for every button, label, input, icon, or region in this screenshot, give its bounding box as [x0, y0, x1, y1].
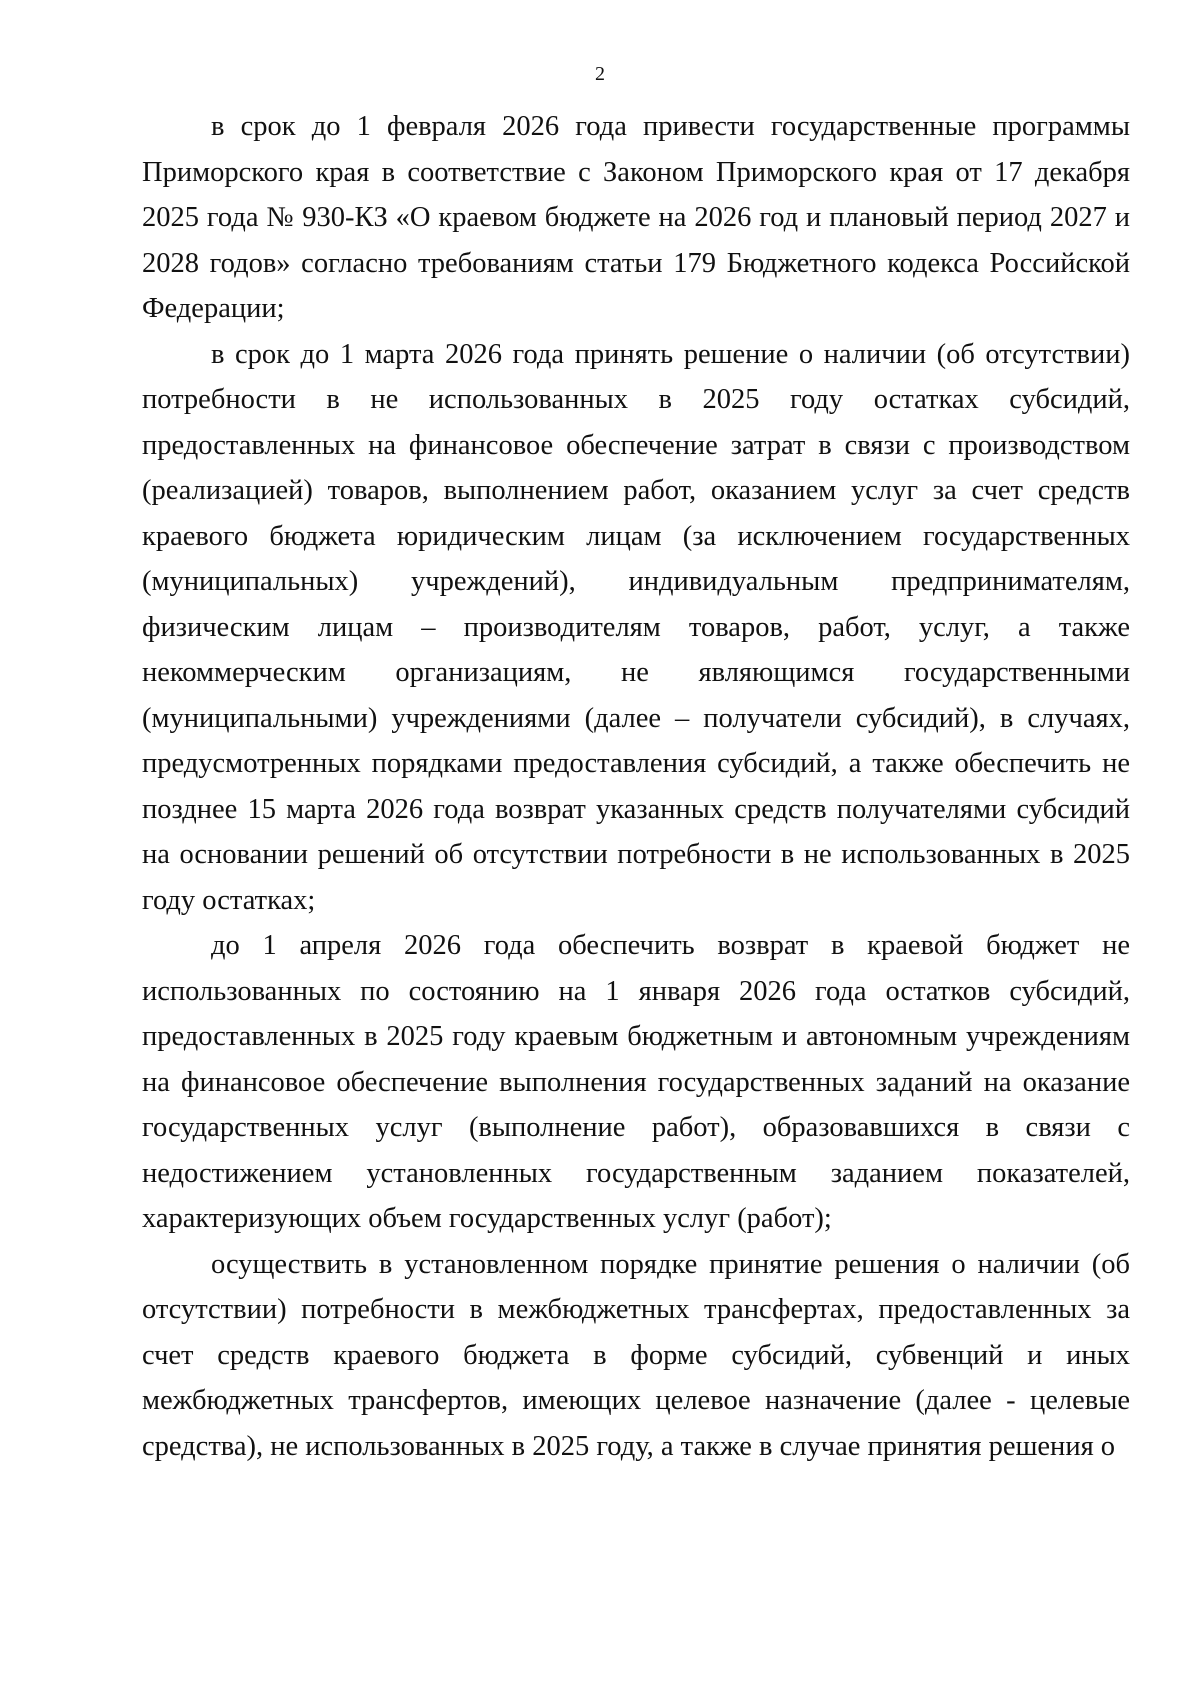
paragraph-subsidy-balances: в срок до 1 марта 2026 года принять решение о наличии (об отсутствии) потребности в не использованных в 2025 году остатках субсидий, предоставленных на финансовое обеспечение затрат в связи с производством (реализацией) товаров, выполнением работ, оказанием услуг за счет средств краевого бюджета юридическим лицам (за исключением государственных (муниципальных) учреждений), индивидуальным предпринимателям, физическим лицам – производителям товаров, работ, услуг, а также некоммерческим организациям, не являющимся государственными (муниципальными) учреждениями (далее – получатели субсидий), в случаях, предусмотренных порядками предоставления субсидий, а также обеспечить не позднее 15 марта 2026 года возврат указанных средств получателями субсидий на основании решений об отсутствии потребности в не использованных в 2025 году остатках;	[142, 338, 1130, 916]
document-body	[142, 104, 1130, 1469]
paragraph-programs-deadline: в срок до 1 февраля 2026 года привести государственные программы Приморского края в соответствие с Законом Приморского края от 17 декабря 2025 года № 930-КЗ «О краевом бюджете на 2026 год и плановый период 2027 и 2028 годов» согласно требованиям статьи 179 Бюджетного кодекса Российской Федерации;	[142, 111, 1130, 324]
paragraph-institution-subsidy-return: до 1 апреля 2026 года обеспечить возврат в краевой бюджет не использованных по состоянию на 1 января 2026 года остатков субсидий, предоставленных в 2025 году краевым бюджетным и автономным учреждениям на финансовое обеспечение выполнения государственных заданий на оказание государственных услуг (выполнение работ), образовавшихся в связи с недостижением установленных государственным заданием показателей, характеризующих объем государственных услуг (работ);	[142, 930, 1130, 1234]
page-number: 2	[595, 63, 605, 85]
paragraph-interbudget-transfers: осуществить в установленном порядке принятие решения о наличии (об отсутствии) потребности в межбюджетных трансфертах, предоставленных за счет средств краевого бюджета в форме субсидий, субвенций и иных межбюджетных трансфертов, имеющих целевое назначение (далее - целевые средства), не использованных в 2025 году, а также в случае принятия решения о	[142, 1248, 1130, 1462]
